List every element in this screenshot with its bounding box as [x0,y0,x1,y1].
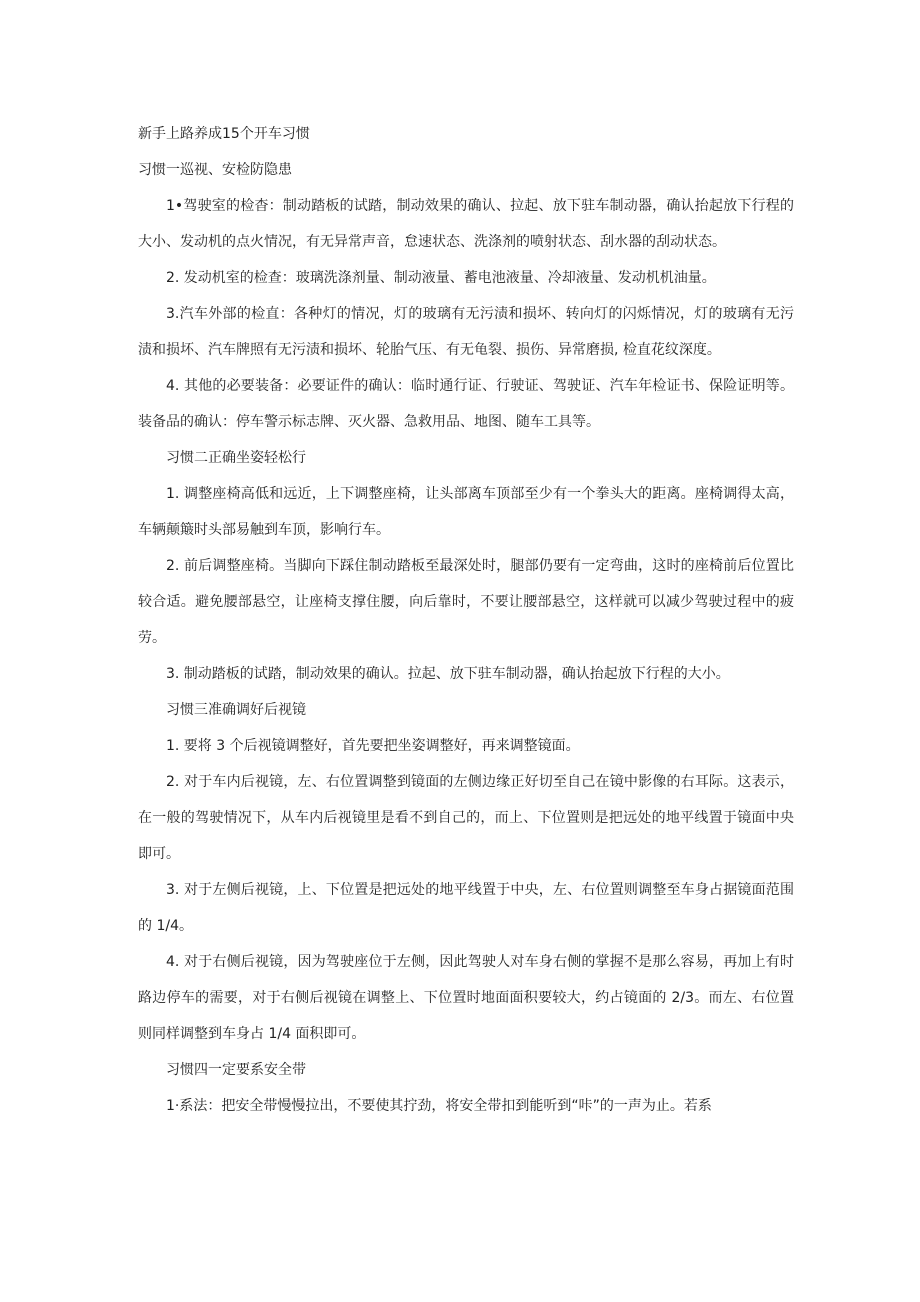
paragraph: 1. 调整座椅高低和远近，上下调整座椅，让头部离车顶部至少有一个拳头大的距离。座椅调得太高，车辆颠簸时头部易触到车顶，影响行车。 [138,486,794,538]
document-title: 新手上路养成15个开车习惯 [138,126,310,142]
paragraph: 3.汽车外部的检直：各种灯的情况，灯的玻璃有无污渍和损坏、转向灯的闪烁情况，灯的玻璃有无污渍和损坏、汽车牌照有无污渍和损坏、轮胎气压、有无龟裂、损伤、异常磨损, 检直花纹深度。 [138,306,794,358]
section-heading-4: 习惯四一定要系安全带 [166,1062,306,1078]
paragraph: 3. 制动踏板的试踏，制动效果的确认。拉起、放下驻车制动器，确认抬起放下行程的大小。 [166,666,730,682]
paragraph: 1·系法：把安全带慢慢拉出，不要使其拧劲，将安全带扣到能听到“咔”的一声为止。若系 [166,1098,712,1114]
paragraph: 2. 发动机室的检查：玻璃洗涤剂量、制动液量、蓄电池液量、冷却液量、发动机机油量。 [166,270,716,286]
section-heading-1: 习惯一巡视、安检防隐患 [138,162,292,178]
paragraph: 3. 对于左侧后视镜，上、下位置是把远处的地平线置于中央，左、右位置则调整至车身占据镜面范围的 1/4。 [138,882,794,934]
paragraph: 4. 对于右侧后视镜，因为驾驶座位于左侧，因此驾驶人对车身右侧的掌握不是那么容易，再加上有时路边停车的需要，对于右侧后视镜在调整上、下位置时地面面积要较大，约占镜面的 2/3。而左、右位置则同样调整到车身占 1/4 面积即可。 [138,954,794,1042]
section-heading-3: 习惯三准确调好后视镜 [166,702,306,718]
paragraph: 2. 前后调整座椅。当脚向下踩住制动踏板至最深处时，腿部仍要有一定弯曲，这时的座椅前后位置比较合适。避免腰部悬空，让座椅支撑住腰，向后靠时，不要让腰部悬空，这样就可以减少驾驶过程中的疲劳。 [138,558,794,646]
document-body [138,116,794,1124]
paragraph: 1•驾驶室的检杳：制动踏板的试踏，制动效果的确认、拉起、放下驻车制动器，确认抬起放下行程的大小、发动机的点火情况，有无异常声音，怠速状态、洗涤剂的喷射状态、刮水器的刮动状态。 [138,198,794,250]
section-heading-2: 习惯二正确坐姿轻松行 [166,450,306,466]
paragraph: 1. 要将 3 个后视镜调整好，首先要把坐姿调整好，再来调整镜面。 [166,738,580,754]
paragraph: 2. 对于车内后视镜，左、右位置调整到镜面的左侧边缘正好切至自己在镜中影像的右耳际。这表示，在一般的驾驶情况下，从车内后视镜里是看不到自己的，而上、下位置则是把远处的地平线置于镜面中央即可。 [138,774,794,862]
paragraph: 4. 其他的必要装备：必要证件的确认：临时通行证、行驶证、驾驶证、汽车年检证书、保险证明等。装备品的确认：停车警示标志牌、灭火器、急救用品、地图、随车工具等。 [138,378,794,430]
